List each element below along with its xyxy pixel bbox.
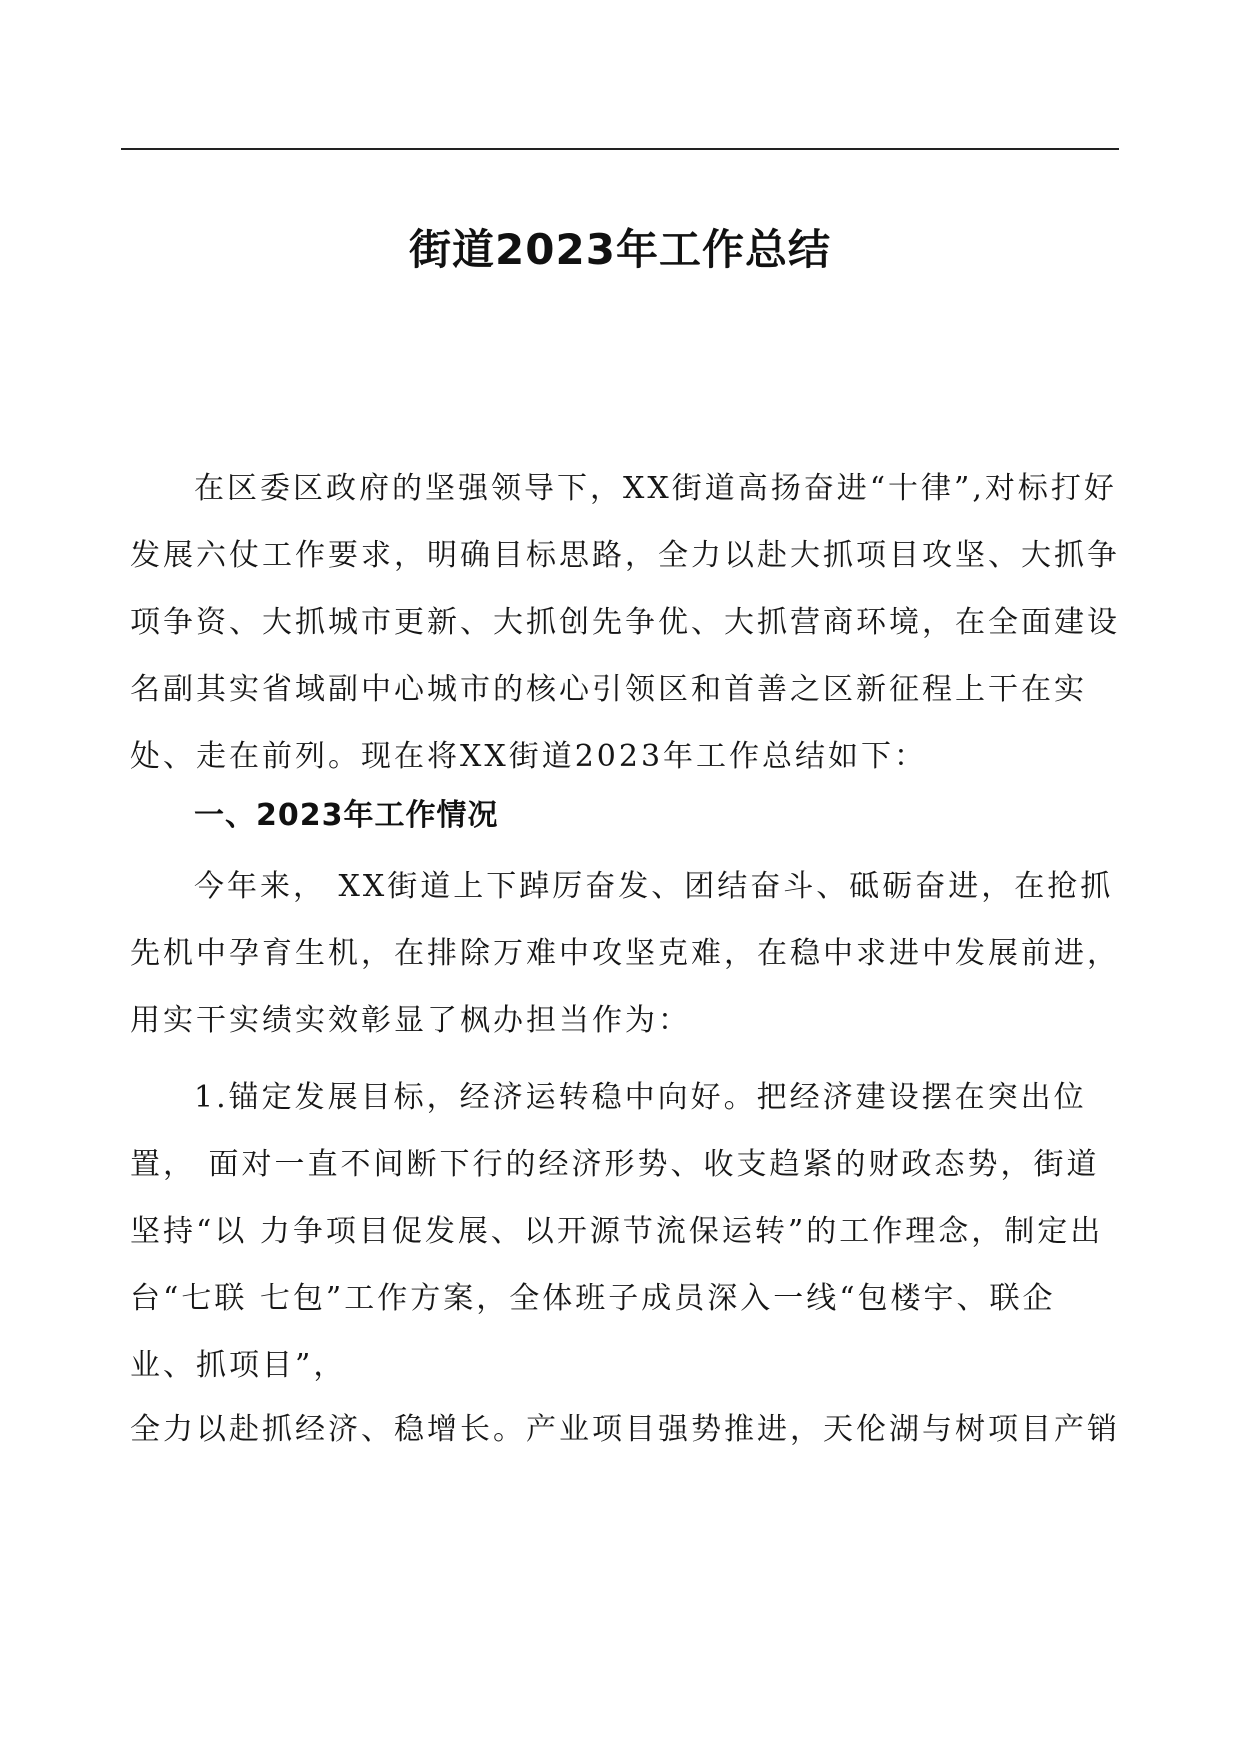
item-paragraph-continuation: 全力以赴抓经济、稳增长。产业项目强势推进，天伦湖与树项目产销 <box>130 1412 1120 1447</box>
document-title: 街道2023年工作总结 <box>409 225 831 274</box>
intro-paragraph: 在区委区政府的坚强领导下，XX街道高扬奋进“十律”,对标打好发展六仗工作要求，明确目标思路，全力以赴大抓项目攻坚、大抓争项争资、大抓城市更新、大抓创先争优、大抓营商环境，在全面建设名副其实省域副中心城市的核心引领区和首善之区新征程上干在实处、走在前列。现在将XX街道2023年工作总结如下： <box>130 471 1120 774</box>
header-rule <box>121 148 1119 150</box>
item-paragraph: 1.锚定发展目标，经济运转稳中向好。把经济建设摆在突出位置， 面对一直不间断下行的经济形势、收支趋紧的财政态势，街道坚持“以 力争项目促发展、以开源节流保运转”的工作理念，制定出台“七联 七包”工作方案，全体班子成员深入一线“包楼宇、联企业、抓项目”， <box>130 1080 1104 1383</box>
section-heading: 一、2023年工作情况 <box>194 798 499 833</box>
section-paragraph: 今年来， XX街道上下踔厉奋发、团结奋斗、砥砺奋进，在抢抓先机中孕育生机，在排除万难中攻坚克难，在稳中求进中发展前进，用实干实绩实效彰显了枫办担当作为： <box>130 869 1120 1038</box>
